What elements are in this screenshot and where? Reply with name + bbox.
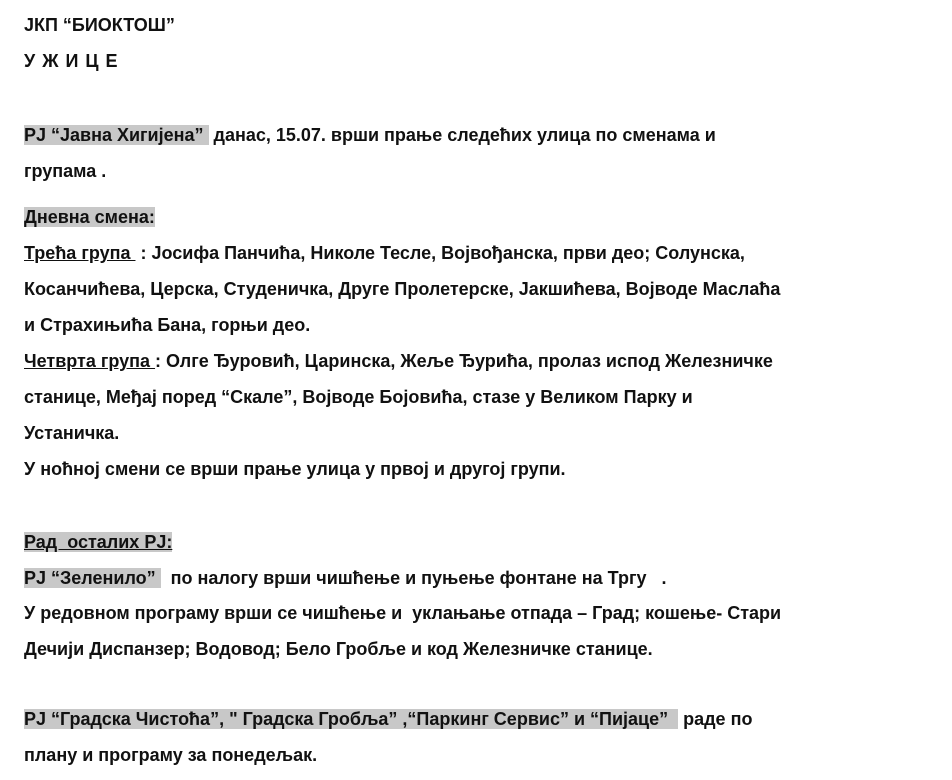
city-name: У Ж И Ц Е	[24, 51, 118, 71]
regular-program-line-2: Дечији Диспанзер; Водовод; Бело Гробље и код Железничке станице.	[24, 639, 653, 659]
green-unit-text: по налогу врши чишћење и пуњење фонтане на Тргу .	[160, 568, 667, 588]
unit-labels-other: РЈ “Градска Чистоћа”, " Градска Гробља” ,“Паркинг Сервис” и “Пијаце”	[24, 709, 679, 729]
intro-line-2: групама .	[24, 161, 107, 181]
group4-label: Четврта група	[24, 351, 156, 371]
other-units-heading	[24, 531, 172, 553]
group4-line-1	[24, 350, 773, 372]
green-unit-line	[24, 567, 666, 589]
night-shift-note: У ноћној смени се врши прање улица у првој и другој групи.	[24, 459, 566, 479]
group3-line-2: Косанчићева, Церска, Студеничка, Друге Пролетерске, Јакшићева, Војводе Маслаћа	[24, 279, 781, 299]
other-units-text: раде по	[678, 709, 753, 729]
group3-label: Трећа група	[24, 243, 136, 263]
intro-text: данас, 15.07. врши прање следећих улица по сменама и	[208, 125, 716, 145]
unit-label-javna-higijena: РЈ “Јавна Хигијена”	[24, 125, 209, 145]
group4-streets-1: : Олге Ђуровић, Царинска, Жеље Ђурића, пролаз испод Железничке	[155, 351, 773, 371]
company-name: ЈКП “БИОКТОШ”	[24, 15, 175, 35]
regular-program-line-1: У редовном програму врши се чишћење и уклањање отпада – Град; кошење- Стари	[24, 603, 782, 623]
day-shift-label: Дневна смена:	[24, 207, 155, 227]
group3-streets-1: : Јосифа Панчића, Николе Тесле, Војвођанска, први део; Солунска,	[135, 243, 745, 263]
group3-line-3: и Страхињића Бана, горњи део.	[24, 315, 311, 335]
other-units-label: Рад осталих РЈ:	[24, 532, 173, 552]
intro-paragraph	[24, 124, 716, 146]
other-units-line-2: плану и програму за понедељак.	[24, 745, 318, 765]
group4-line-3: Устаничка.	[24, 423, 120, 443]
other-units-line	[24, 708, 752, 730]
day-shift-heading	[24, 206, 155, 228]
group4-line-2: станице, Међај поред “Скале”, Војводе Бојовића, стазе у Великом Парку и	[24, 387, 693, 407]
group3-line-1	[24, 242, 745, 264]
unit-label-zelenilo: РЈ “Зеленило”	[24, 568, 161, 588]
